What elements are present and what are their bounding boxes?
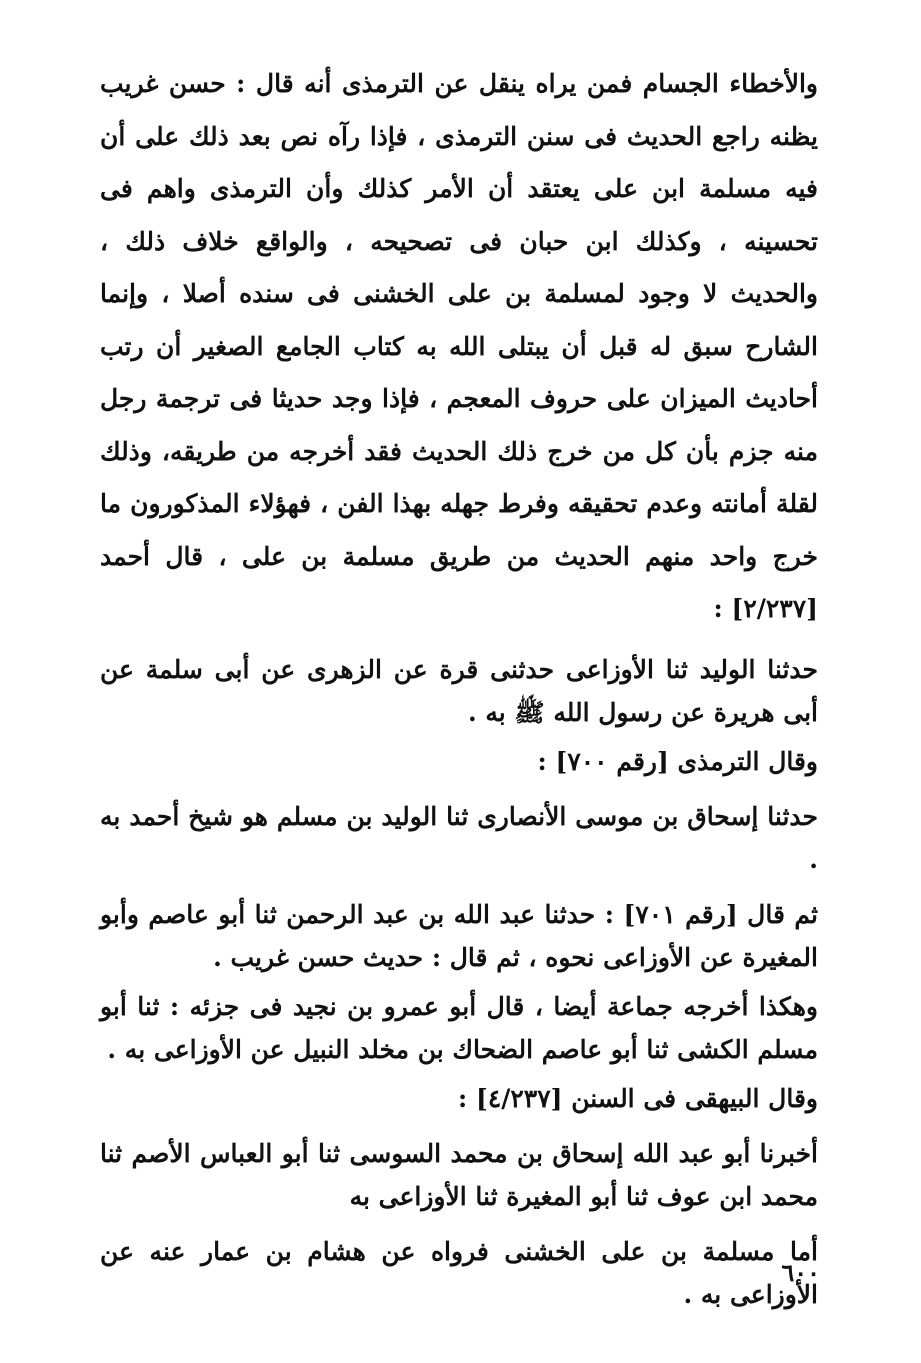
paragraph-tirmidhi-701: ثم قال [رقم ٧٠١] : حدثنا عبد الله بن عبد الرحمن ثنا أبو عاصم وأبو المغيرة عن الأوزاعى نحوه ، ثم قال : حديث حسن غريب . [100, 899, 819, 972]
paragraph-ahmad-isnad: حدثنا الوليد ثنا الأوزاعى حدثنى قرة عن الزهرى عن أبى سلمة عن أبى هريرة عن رسول الله ﷺ به . [100, 654, 818, 727]
paragraph-najid: وهكذا أخرجه جماعة أيضا ، قال أبو عمرو بن نجيد فى جزئه : ثنا أبو مسلم الكشى ثنا أبو عاصم الضحاك بن مخلد النبيل عن الأوزاعى به . [100, 991, 818, 1064]
paragraph-bayhaqi-isnad: أخبرنا أبو عبد الله إسحاق بن محمد السوسى ثنا أبو العباس الأصم ثنا محمد ابن عوف ثنا أبو المغيرة ثنا الأوزاعى به [100, 1138, 818, 1211]
paragraph-tirmidhi-ref: وقال الترمذى [رقم ٧٠٠] : [537, 746, 818, 776]
paragraph-bayhaqi-ref: وقال البيهقى فى السنن [٤/٢٣٧] : [458, 1083, 818, 1113]
page-text [100, 58, 818, 1316]
page-number: ٦٠٠ [781, 1258, 820, 1287]
paragraph-commentary: والأخطاء الجسام فمن يراه ينقل عن الترمذى أنه قال : حسن غريب يظنه راجع الحديث فى سنن الترمذى ، فإذا رآه نص بعد ذلك على أن فيه مسلمة ابن على يعتقد أن الأمر كذلك وأن الترمذى واهم فى تحسينه ، وكذلك ابن حبان فى تصحيحه ، والواقع خلاف ذلك ، والحديث لا وجود لمسلمة بن على الخشنى فى سنده أصلا ، وإنما الشارح سبق له قبل أن يبتلى الله به كتاب الجامع الصغير أن رتب أحاديث الميزان على حروف المعجم ، فإذا وجد حديثا فى ترجمة رجل منه جزم بأن كل من خرج ذلك الحديث فقد أخرجه من طريقه، وذلك لقلة أمانته وعدم تحقيقه وفرط جهله بهذا الفن ، فهؤلاء المذكورون ما خرج واحد منهم الحديث من طريق مسلمة بن على ، قال أحمد [٢/٢٣٧] : [100, 69, 818, 623]
paragraph-tirmidhi-isnad: حدثنا إسحاق بن موسى الأنصارى ثنا الوليد بن مسلم هو شيخ أحمد به . [100, 801, 818, 874]
paragraph-maslama: أما مسلمة بن على الخشنى فرواه عن هشام بن عمار عنه عن الأوزاعى به . [100, 1236, 818, 1309]
